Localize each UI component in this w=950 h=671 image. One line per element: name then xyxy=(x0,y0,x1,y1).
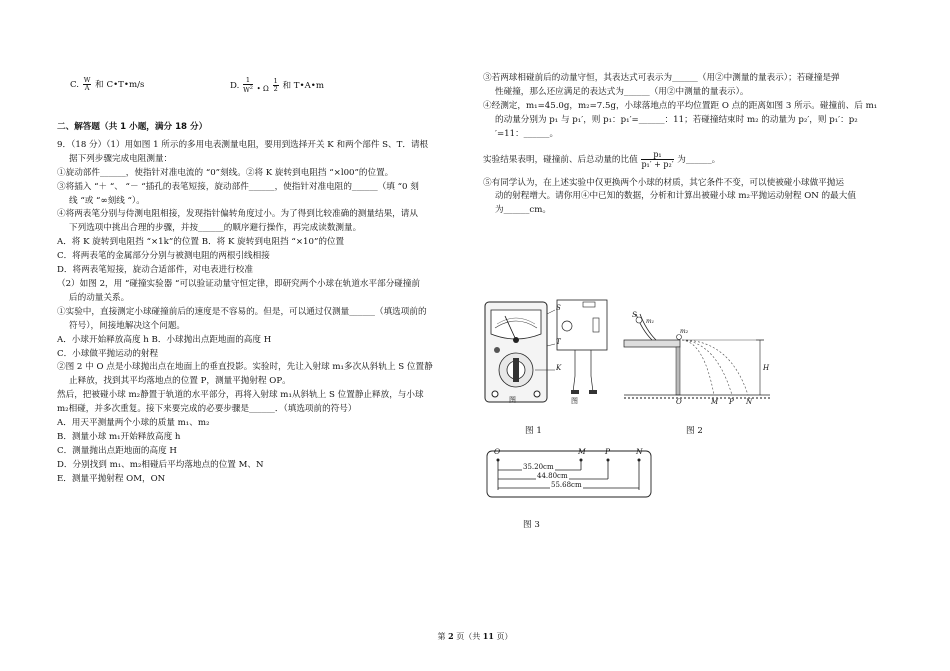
question-line: 据下列步骤完成电阻测量： xyxy=(69,153,173,164)
option-line: A．小球开始释放高度 h B．小球抛出点距地面的高度 H xyxy=(57,334,272,345)
question-line: （2）如图 2，用 “碰撞实验器 “可以验证动量守恒定律，即研究两个小球在轨道水平部分碰撞前 xyxy=(57,278,421,289)
option-line: E．测量平抛射程 OM，ON xyxy=(57,473,166,484)
fig1-label-s: S xyxy=(556,304,561,312)
footer-page-number: 2 xyxy=(448,631,454,641)
figure-3-caption: 图 3 xyxy=(523,520,540,530)
fig3-distance-om: 35.20cm xyxy=(523,463,554,471)
option-d-fraction-2 xyxy=(273,78,279,93)
question-line: ③若两球相碰前后的动量守恒，其表达式可表示为______（用②中测量的量表示）；若碰撞是弹 xyxy=(483,73,840,83)
fig3-label-p: P xyxy=(605,447,611,456)
option-line: D．分别找到 m₁、m₂相碰后平均落地点的位置 M、N xyxy=(57,459,264,470)
section-title: 二、解答题（共 1 小题，满分 18 分） xyxy=(57,122,208,132)
ratio-prefix: 实验结果表明，碰撞前、后总动量的比值 xyxy=(483,154,638,165)
question-line: 的动量分别为 p₁ 与 p₁′，则 p₁：p₁′=______：11；若碰撞结束时 m₂ 的动量为 p₂′，则 p₁′：p₂ xyxy=(495,114,858,125)
footer-text: 第 xyxy=(437,632,446,641)
question-line: 然后，把被碰小球 m₂静置于轨道的水平部分，再将入射球 m₁从斜轨上 S 位置静止释放，与小球 xyxy=(57,390,424,401)
figure-2-caption: 图 2 xyxy=(686,426,703,436)
option-c xyxy=(70,76,145,92)
option-line: D．将两表笔短接，旋动合适部件，对电表进行校准 xyxy=(57,265,253,276)
fig1-sub-a: 图 xyxy=(509,396,516,404)
fig2-label-p: P xyxy=(729,398,734,406)
question-line: 9．（18 分）（1）用如图 1 所示的多用电表测量电阻，要用到选择开关 K 和两个部件 S、T．请根 xyxy=(57,139,429,150)
circuit-drawing xyxy=(553,296,611,410)
question-line: ④将两表笔分别与侍测电阻相接，发现指针偏转角度过小。为了得到比较准确的测量结果，请从 xyxy=(57,209,418,220)
fig2-label-h: H xyxy=(763,364,770,372)
question-line: ①旋动部件______，使指针对准电流的 “0”刻线。②将 K 旋转到电阻挡 “×l00”的位置。 xyxy=(57,167,394,178)
ratio-line xyxy=(483,150,893,169)
question-line: ⑤有同学认为，在上述实验中仅更换两个小球的材质，其它条件不变，可以使被碰小球做平抛运 xyxy=(483,177,844,188)
option-line: C．测量抛出点距地面的高度 H xyxy=(57,445,177,456)
question-line: 止释放，找到其平均落地点的位置 P，测量平抛射程 OP。 xyxy=(69,376,291,387)
frac-numerator: W xyxy=(83,76,91,84)
footer-text: 页） xyxy=(496,632,513,641)
top-options xyxy=(70,76,325,95)
question-line: 性碰撞，那么还应满足的表达式为______（用②中测量的量表示）。 xyxy=(495,86,749,97)
frac-denominator: W xyxy=(243,86,250,95)
fig2-label-o: O xyxy=(676,398,682,406)
option-d xyxy=(230,77,324,94)
option-line: A．用天平测量两个小球的质量 m₁、m₂ xyxy=(57,418,210,429)
fig1-label-t: T xyxy=(556,338,561,346)
collision-drawing xyxy=(622,310,772,410)
option-c-text: 和 C•T•m/s xyxy=(95,80,145,90)
footer-text: 页（共 xyxy=(456,632,481,641)
option-d-fraction-1 xyxy=(243,77,253,94)
fig3-label-n: N xyxy=(636,447,643,456)
option-line: A．将 K 旋转到电阻挡 “×1k”的位置 B．将 K 旋转到电阻挡 “×10”的位置 xyxy=(57,237,345,248)
option-line: B．测量小球 m₁开始释放高度 h xyxy=(57,431,181,442)
figure-1-circuit xyxy=(553,296,611,410)
question-line: 后的动量关系。 xyxy=(69,292,130,303)
fig2-label-m1: m₁ xyxy=(646,318,655,325)
ratio-fraction xyxy=(641,150,673,169)
question-line: ②图 2 中 O 点是小球抛出点在地面上的垂直投影。实验时，先让入射球 m₁多次从斜轨上 S 位置静 xyxy=(57,362,433,373)
fig1-label-k: K xyxy=(556,364,562,372)
frac-numerator: 1 xyxy=(243,77,253,85)
question-line: 符号），间接地解决这个问题。 xyxy=(69,320,186,331)
question-line: ′=11：______。 xyxy=(495,128,559,139)
option-d-label: D. xyxy=(230,81,240,92)
fig3-distance-op: 44.80cm xyxy=(537,472,568,480)
question-line: 动的射程增大。请你用④中已知的数据，分析和计算出被碰小球 m₂平抛运动射程 ON 的最大值 xyxy=(495,191,856,202)
figure-3-distances xyxy=(486,448,654,500)
option-d-text: 和 T•A•m xyxy=(282,81,325,92)
question-line: m₂相碰，并多次重复。接下来要完成的必要步骤是______．（填选项前的符号） xyxy=(57,404,357,415)
frac-numerator: 1 xyxy=(273,77,278,86)
option-line: C．将两表笔的金属部分分别与被测电阻的两根引线相接 xyxy=(57,251,270,262)
left-column xyxy=(57,121,467,487)
ratio-suffix: 为______。 xyxy=(677,154,721,165)
ratio-denominator: p₁′ + p₂′ xyxy=(641,159,674,169)
fig2-label-m2: m₂ xyxy=(680,328,689,335)
omega-symbol: • Ω xyxy=(256,85,269,94)
question-line: ③将插入 “＋ “、 “－ “插孔的表笔短接，旋动部件______，使指针对准电阻的______（填 “0 刻 xyxy=(57,181,419,192)
question-line: 下列选项中挑出合理的步骤，并按______的顺序避行操作，再完成读数测量。 xyxy=(69,223,362,234)
fig3-label-o: O xyxy=(494,447,501,456)
question-line: 线 “或 “∞刻线 “）。 xyxy=(69,195,145,206)
fig2-label-n: N xyxy=(746,398,753,406)
figure-1-caption: 图 1 xyxy=(525,426,542,436)
option-c-fraction xyxy=(83,77,92,92)
fig2-label-m: M xyxy=(711,398,719,406)
figure-2-collision xyxy=(622,310,772,410)
ratio-numerator: p₁ xyxy=(641,150,673,160)
distance-drawing xyxy=(486,448,654,500)
footer-total-pages: 11 xyxy=(482,631,494,641)
option-line: C．小球做平抛运动的射程 xyxy=(57,348,159,359)
frac-superscript: 2 xyxy=(249,85,253,91)
page-footer xyxy=(0,631,950,642)
frac-denominator: A xyxy=(84,84,90,92)
fig3-distance-on: 55.68cm xyxy=(551,481,582,489)
fig1-sub-b: 图 xyxy=(571,397,578,405)
question-line: ①实验中，直接测定小球碰撞前后的速度是不容易的。但是，可以通过仅测量______（填选项前的 xyxy=(57,306,427,317)
question-line: ④经测定，m₁=45.0g，m₂=7.5g，小球落地点的平均位置距 O 点的距离如图 3 所示。碰撞前、后 m₁ xyxy=(483,100,878,111)
option-c-label: C. xyxy=(70,80,80,90)
fig2-label-s: S xyxy=(632,311,637,319)
right-column xyxy=(483,72,893,218)
fig3-label-m: M xyxy=(578,447,586,456)
frac-denominator: 2 xyxy=(273,85,278,94)
question-line: 为______cm。 xyxy=(495,205,551,216)
